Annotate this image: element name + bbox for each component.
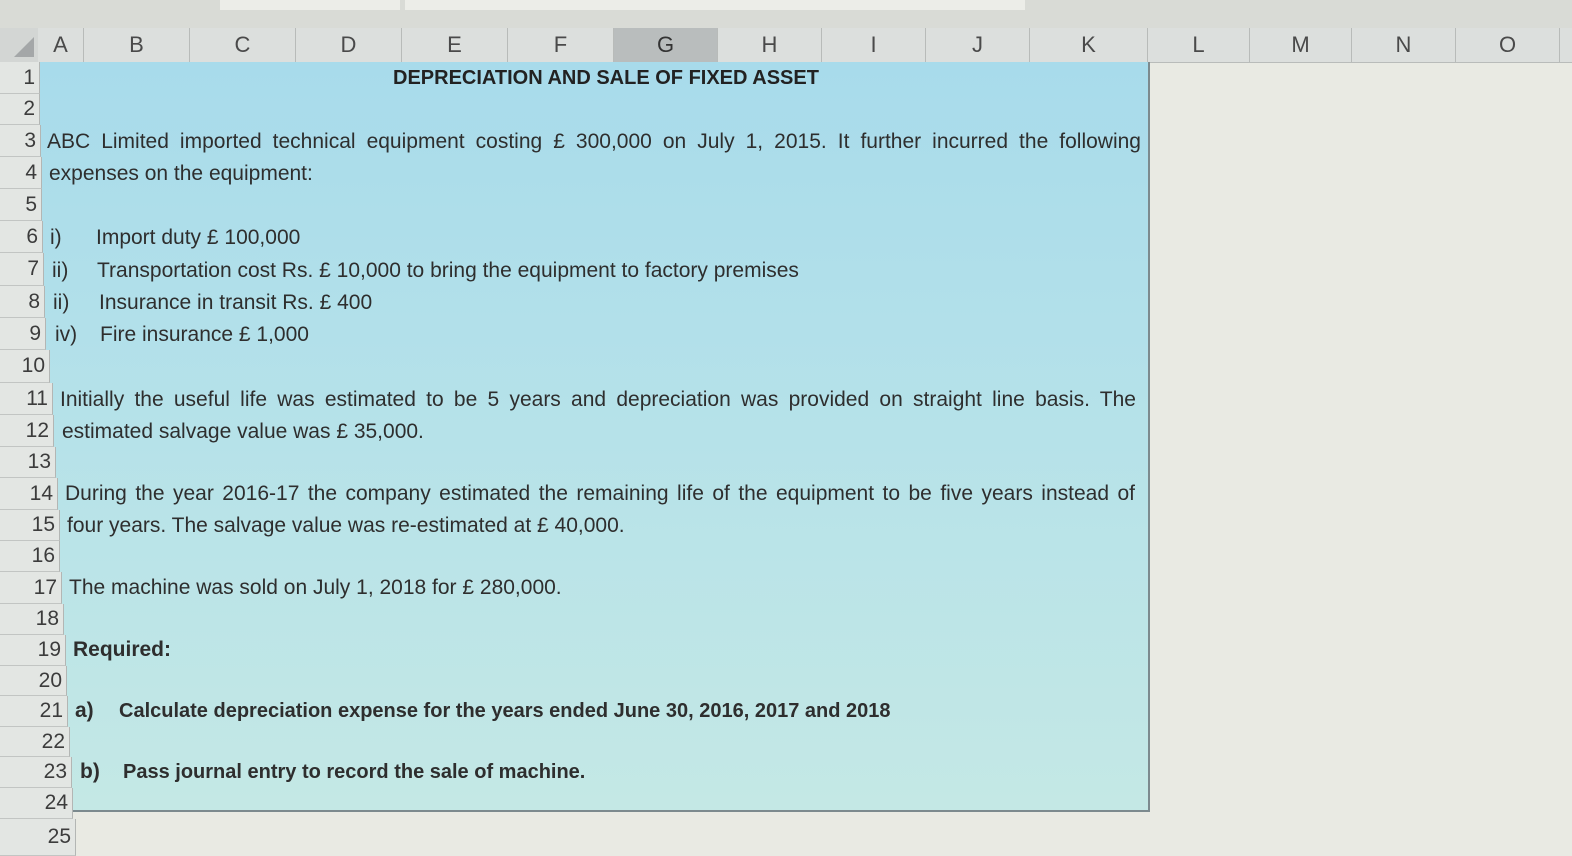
column-header-g[interactable]: G <box>614 28 718 62</box>
column-header-c[interactable]: C <box>190 28 296 62</box>
row-header-13[interactable]: 13 <box>0 447 56 478</box>
sheet-title: DEPRECIATION AND SALE OF FIXED ASSET <box>393 67 819 89</box>
ribbon-edge <box>0 0 1572 28</box>
intro-line-1: ABC Limited imported technical equipment costing £ 300,000 on July 1, 2015. It further incurred the following <box>47 130 1141 153</box>
row-header-19[interactable]: 19 <box>0 635 66 666</box>
row-header-24[interactable]: 24 <box>0 788 73 819</box>
row-header-22[interactable]: 22 <box>0 727 70 757</box>
row-header-20[interactable]: 20 <box>0 666 67 696</box>
row-header-23[interactable]: 23 <box>0 757 72 788</box>
expense-1-text: Import duty £ 100,000 <box>96 226 301 249</box>
expense-4-number: iv) <box>55 323 78 346</box>
row-header-11[interactable]: 11 <box>0 383 53 415</box>
column-header-i[interactable]: I <box>822 28 926 62</box>
re-estimate-line-1: During the year 2016-17 the company estimated the remaining life of the equipment to be five years instead of <box>65 482 1135 505</box>
row-header-16[interactable]: 16 <box>0 541 60 572</box>
expense-1-number: i) <box>50 226 62 249</box>
select-all-icon <box>14 37 34 57</box>
column-header-d[interactable]: D <box>296 28 402 62</box>
sale-line: The machine was sold on July 1, 2018 for £ 280,000. <box>69 576 562 599</box>
column-header-e[interactable]: E <box>402 28 508 62</box>
column-header-l[interactable]: L <box>1148 28 1250 62</box>
row-header-5[interactable]: 5 <box>0 189 42 221</box>
row-header-10[interactable]: 10 <box>0 350 50 383</box>
useful-life-line-2: estimated salvage value was £ 35,000. <box>62 420 424 443</box>
row-header-6[interactable]: 6 <box>0 221 43 253</box>
useful-life-line-1: Initially the useful life was estimated to be 5 years and depreciation was provided on straight line basis. The <box>60 388 1136 411</box>
row-header-8[interactable]: 8 <box>0 286 45 318</box>
expense-3-text: Insurance in transit Rs. £ 400 <box>99 291 373 314</box>
intro-line-2: expenses on the equipment: <box>49 162 313 185</box>
row-header-1[interactable]: 1 <box>0 62 40 94</box>
row-header-17[interactable]: 17 <box>0 572 62 604</box>
row-header-15[interactable]: 15 <box>0 510 60 541</box>
column-header-k[interactable]: K <box>1030 28 1148 62</box>
row-header-14[interactable]: 14 <box>0 478 58 510</box>
row-header-3[interactable]: 3 <box>0 125 41 157</box>
column-header-b[interactable]: B <box>84 28 190 62</box>
column-header-f[interactable]: F <box>508 28 614 62</box>
re-estimate-line-2: four years. The salvage value was re-estimated at £ 40,000. <box>67 514 625 537</box>
row-header-25[interactable]: 25 <box>0 819 76 856</box>
column-header-n[interactable]: N <box>1352 28 1456 62</box>
column-header-m[interactable]: M <box>1250 28 1352 62</box>
column-header-o[interactable]: O <box>1456 28 1560 62</box>
expense-4-text: Fire insurance £ 1,000 <box>100 323 309 346</box>
column-header-j[interactable]: J <box>926 28 1030 62</box>
requirement-a-text: Calculate depreciation expense for the years ended June 30, 2016, 2017 and 2018 <box>119 700 891 722</box>
column-header-h[interactable]: H <box>718 28 822 62</box>
row-header-21[interactable]: 21 <box>0 696 68 727</box>
expense-2-number: ii) <box>52 259 69 282</box>
formula-bar-edge <box>405 0 1025 10</box>
select-all-button[interactable] <box>0 28 38 62</box>
row-header-9[interactable]: 9 <box>0 318 46 350</box>
expense-3-number: ii) <box>53 291 70 314</box>
row-header-2[interactable]: 2 <box>0 94 40 125</box>
requirement-b-number: b) <box>80 760 100 783</box>
row-header-12[interactable]: 12 <box>0 415 54 447</box>
requirement-b-text: Pass journal entry to record the sale of machine. <box>123 761 586 783</box>
requirement-a-number: a) <box>75 699 94 722</box>
ribbon-tab-edge <box>220 0 400 10</box>
row-header-18[interactable]: 18 <box>0 604 64 635</box>
row-header-7[interactable]: 7 <box>0 253 44 286</box>
row-header-4[interactable]: 4 <box>0 157 42 189</box>
column-header-a[interactable]: A <box>38 28 84 62</box>
required-label: Required: <box>73 638 172 661</box>
expense-2-text: Transportation cost Rs. £ 10,000 to bring the equipment to factory premises <box>97 259 799 282</box>
